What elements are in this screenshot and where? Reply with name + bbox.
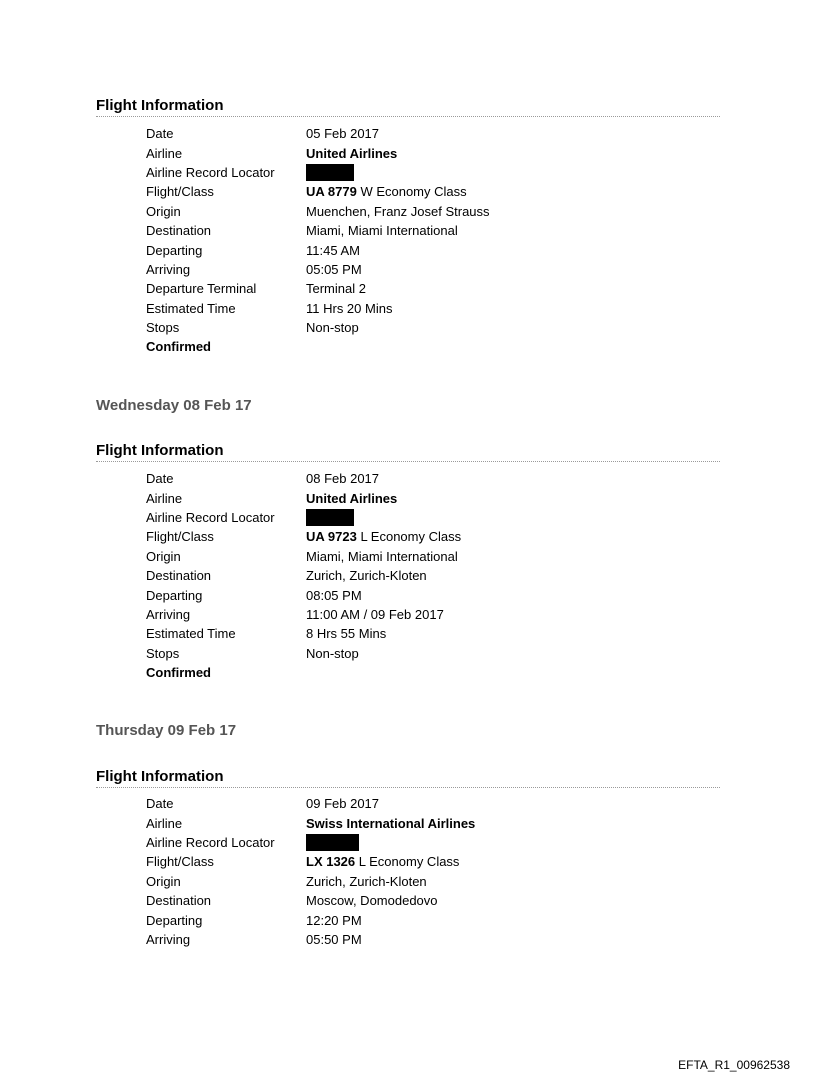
- value-stops: Non-stop: [306, 645, 359, 661]
- value-date: 05 Feb 2017: [306, 126, 380, 142]
- label-date: Date: [146, 796, 174, 812]
- fare-class: L Economy Class: [355, 854, 460, 870]
- row-airline: [146, 488, 666, 507]
- value-flight-class: [306, 529, 461, 544]
- row-airline: [146, 143, 666, 162]
- value-stops: Non-stop: [306, 320, 359, 336]
- row-flight-class: [146, 527, 666, 546]
- day-heading-thursday: Thursday 09 Feb 17: [96, 722, 237, 739]
- status-confirmed: Confirmed: [146, 339, 211, 355]
- label-destination: Destination: [146, 893, 212, 909]
- row-origin: [146, 202, 666, 221]
- flight-number: UA 9723: [306, 529, 357, 545]
- day-heading-wednesday: Wednesday 08 Feb 17: [96, 397, 252, 414]
- label-destination: Destination: [146, 568, 212, 584]
- label-origin: Origin: [146, 203, 181, 219]
- value-departure-terminal: Terminal 2: [306, 281, 366, 297]
- value-origin: Zurich, Zurich-Kloten: [306, 873, 427, 889]
- flight-number: UA 8779: [306, 184, 357, 200]
- label-date: Date: [146, 471, 174, 487]
- label-origin: Origin: [146, 548, 181, 564]
- section-title-flight-1: Flight Information: [96, 97, 720, 117]
- value-departing: 12:20 PM: [306, 912, 362, 928]
- flight-2-details: [146, 469, 666, 682]
- row-confirmed: [146, 337, 666, 356]
- label-airline: Airline: [146, 490, 183, 506]
- label-date: Date: [146, 126, 174, 142]
- row-arriving: [146, 930, 666, 949]
- label-arriving: Arriving: [146, 606, 191, 622]
- redaction-block: [306, 164, 354, 181]
- row-destination: [146, 566, 666, 585]
- row-confirmed: [146, 663, 666, 682]
- row-departure-terminal: [146, 279, 666, 298]
- row-date: [146, 794, 666, 813]
- row-estimated-time: [146, 624, 666, 643]
- row-flight-class: [146, 182, 666, 201]
- value-origin: Muenchen, Franz Josef Strauss: [306, 203, 490, 219]
- fare-class: L Economy Class: [356, 529, 462, 545]
- section-title-flight-3: Flight Information: [96, 768, 720, 788]
- value-locator: [306, 834, 359, 851]
- row-flight-class: [146, 852, 666, 871]
- row-locator: [146, 163, 666, 182]
- flight-1-details: [146, 124, 666, 357]
- label-origin: Origin: [146, 873, 181, 889]
- status-confirmed: Confirmed: [146, 665, 211, 681]
- value-destination: Miami, Miami International: [306, 223, 458, 239]
- row-date: [146, 469, 666, 488]
- label-destination: Destination: [146, 223, 212, 239]
- flight-number: LX 1326: [306, 854, 356, 870]
- value-origin: Miami, Miami International: [306, 548, 458, 564]
- value-flight-class: [306, 854, 459, 869]
- value-departing: 08:05 PM: [306, 587, 362, 603]
- row-date: [146, 124, 666, 143]
- value-flight-class: [306, 184, 467, 199]
- value-departing: 11:45 AM: [306, 242, 360, 258]
- row-stops: [146, 318, 666, 337]
- label-arriving: Arriving: [146, 261, 191, 277]
- value-destination: Zurich, Zurich-Kloten: [306, 568, 427, 584]
- section-title-flight-2: Flight Information: [96, 442, 720, 462]
- redaction-block: [306, 509, 354, 526]
- label-locator: Airline Record Locator: [146, 509, 275, 525]
- label-flight-class: Flight/Class: [146, 529, 214, 545]
- label-departure-terminal: Departure Terminal: [146, 281, 257, 297]
- value-airline: Swiss International Airlines: [306, 815, 476, 831]
- row-locator: [146, 508, 666, 527]
- row-estimated-time: [146, 299, 666, 318]
- label-stops: Stops: [146, 645, 180, 661]
- value-airline: United Airlines: [306, 490, 398, 506]
- label-flight-class: Flight/Class: [146, 184, 214, 200]
- value-arriving: 11:00 AM / 09 Feb 2017: [306, 606, 444, 622]
- value-date: 08 Feb 2017: [306, 471, 380, 487]
- label-arriving: Arriving: [146, 931, 191, 947]
- value-estimated-time: 8 Hrs 55 Mins: [306, 626, 387, 642]
- redaction-block: [306, 834, 359, 851]
- row-departing: [146, 240, 666, 259]
- label-airline: Airline: [146, 815, 183, 831]
- label-departing: Departing: [146, 912, 203, 928]
- row-stops: [146, 644, 666, 663]
- row-destination: [146, 891, 666, 910]
- label-locator: Airline Record Locator: [146, 164, 275, 180]
- row-locator: [146, 833, 666, 852]
- label-departing: Departing: [146, 587, 203, 603]
- value-date: 09 Feb 2017: [306, 796, 380, 812]
- label-stops: Stops: [146, 320, 180, 336]
- value-estimated-time: 11 Hrs 20 Mins: [306, 300, 393, 316]
- value-locator: [306, 164, 354, 181]
- label-estimated-time: Estimated Time: [146, 626, 236, 642]
- value-airline: United Airlines: [306, 145, 398, 161]
- fare-class: W Economy Class: [356, 184, 467, 200]
- value-destination: Moscow, Domodedovo: [306, 893, 438, 909]
- value-arriving: 05:05 PM: [306, 261, 362, 277]
- row-airline: [146, 813, 666, 832]
- label-estimated-time: Estimated Time: [146, 300, 236, 316]
- row-arriving: [146, 605, 666, 624]
- label-departing: Departing: [146, 242, 203, 258]
- row-origin: [146, 547, 666, 566]
- value-locator: [306, 509, 354, 526]
- label-locator: Airline Record Locator: [146, 834, 275, 850]
- row-arriving: [146, 260, 666, 279]
- row-origin: [146, 872, 666, 891]
- flight-3-details: [146, 794, 666, 949]
- row-destination: [146, 221, 666, 240]
- row-departing: [146, 910, 666, 929]
- value-arriving: 05:50 PM: [306, 931, 362, 947]
- document-id: EFTA_R1_00962538: [678, 1058, 790, 1072]
- label-flight-class: Flight/Class: [146, 854, 214, 870]
- label-airline: Airline: [146, 145, 183, 161]
- row-departing: [146, 585, 666, 604]
